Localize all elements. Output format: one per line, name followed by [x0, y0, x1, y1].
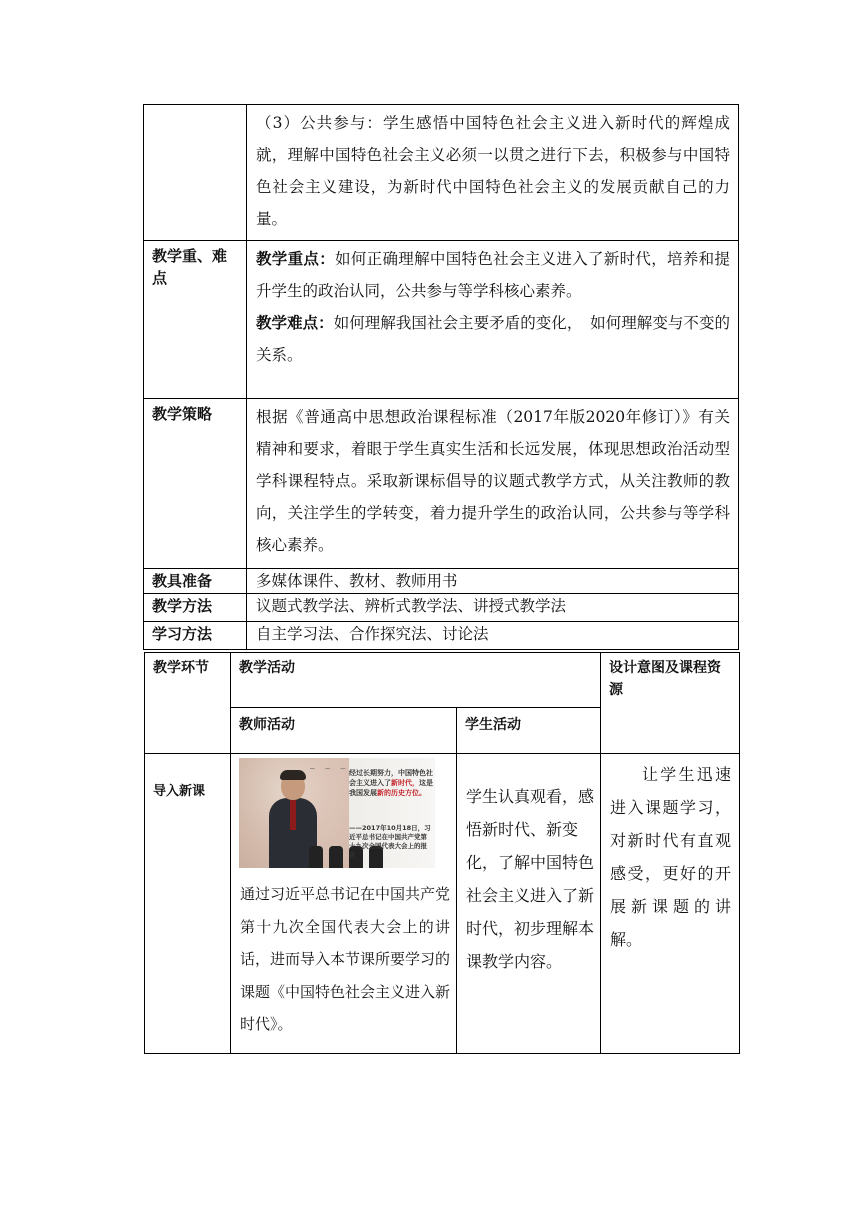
- design-header: 设计意图及课程资源: [609, 660, 721, 698]
- learning-text: 自主学习法、合作探究法、讨论法: [256, 625, 489, 643]
- photo-quote-line2: 这是我国发展: [349, 779, 433, 797]
- table-row: [144, 594, 739, 622]
- teacher-activity-cell: [231, 754, 457, 1054]
- difficult-point-text: 如何理解我国社会主要矛盾的变化， 如何理解变与不变的关系。: [256, 314, 730, 364]
- intro-stage-label: 导入新课: [153, 784, 206, 799]
- table-row: [145, 754, 740, 1054]
- photo-quote-red: 新时代，: [391, 779, 419, 787]
- strategy-label-cell: [144, 399, 247, 569]
- tools-cell: [247, 569, 739, 594]
- learning-cell: [247, 622, 739, 650]
- birds-decoration: ~ ~ ~: [309, 764, 350, 773]
- photo-quote-red2: 新的历史方位。: [377, 789, 426, 797]
- methods-cell: [247, 594, 739, 622]
- key-points-cell: [247, 241, 739, 399]
- speaker-hair: [280, 770, 306, 780]
- key-point-label: 教学重点：: [256, 250, 336, 268]
- teacher-header-cell: [231, 708, 457, 754]
- speech-photo: [239, 758, 435, 868]
- teaching-process-table: [144, 652, 740, 1054]
- participation-text: （3）公共参与：学生感悟中国特色社会主义进入新时代的辉煌成就，理解中国特色社会主义必须一以贯之进行下去，积极参与中国特色社会主义建设，为新时代中国特色社会主义的发展贡献自己的力量。: [256, 114, 730, 228]
- table-row: [144, 622, 739, 650]
- table-row: [144, 569, 739, 594]
- teacher-activity-text: 通过习近平总书记在中国共产党第十九次全国代表大会上的讲话，进而导入本节课所要学习的课题《中国特色社会主义进入新时代》。: [240, 885, 451, 1033]
- key-points-content: [247, 241, 738, 371]
- student-header: 学生活动: [465, 717, 521, 733]
- photo-source: ——2017年10月18日，习近平总书记在中国共产党第十九次全国代表大会上的报告: [349, 824, 431, 859]
- participation-cell: [247, 105, 739, 241]
- difficult-point-label: 教学难点：: [256, 314, 334, 332]
- empty-label-cell: [144, 105, 247, 241]
- microphone: [329, 846, 343, 868]
- strategy-text: 根据《普通高中思想政治课程标准（2017年版2020年修订）》有关精神和要求，着眼于学生真实生活和长远发展，体现思想政治活动型学科课程特点。采取新课标倡导的议题式教学方式，从关注教师的教向，关注学生的学转变，着力提升学生的政治认同，公共参与等学科核心素养。: [256, 408, 730, 554]
- tools-label-cell: [144, 569, 247, 594]
- difficult-point-paragraph: [256, 307, 730, 371]
- design-header-cell: [601, 653, 740, 754]
- methods-text: 议题式教学法、辨析式教学法、讲授式教学法: [256, 597, 567, 615]
- methods-label: 教学方法: [152, 597, 213, 615]
- strategy-label: 教学策略: [152, 405, 213, 423]
- stage-header: 教学环节: [153, 660, 209, 676]
- table-row: [144, 241, 739, 399]
- student-activity-cell: [457, 754, 601, 1054]
- photo-quote-line1: 经过长期努力，中国特色社会主义进入了: [349, 769, 433, 787]
- learning-label-cell: [144, 622, 247, 650]
- key-points-label: 教学重、难点: [152, 247, 228, 287]
- design-intent-cell: [601, 754, 740, 1054]
- table-row: [144, 105, 739, 241]
- activity-header-cell: [231, 653, 601, 708]
- methods-label-cell: [144, 594, 247, 622]
- activity-header: 教学活动: [239, 660, 295, 676]
- learning-label: 学习方法: [152, 625, 213, 643]
- table-row: [144, 399, 739, 569]
- speaker-tie: [290, 800, 296, 830]
- design-intent-text: 让学生迅速进入课题学习，对新时代有直观感受，更好的开展新课题的讲解。: [610, 765, 731, 949]
- table-row: [145, 653, 740, 708]
- strategy-cell: [247, 399, 739, 569]
- teacher-header: 教师活动: [239, 717, 295, 733]
- key-point-text: 如何正确理解中国特色社会主义进入了新时代，培养和提升学生的政治认同，公共参与等学科核心素养。: [256, 250, 730, 300]
- intro-stage-cell: [145, 754, 231, 1054]
- microphone: [309, 846, 323, 868]
- student-header-cell: [457, 708, 601, 754]
- photo-quote: [349, 768, 433, 798]
- student-activity-text: 学生认真观看，感悟新时代、新变化，了解中国特色社会主义进入了新时代，初步理解本课教学内容。: [466, 787, 595, 971]
- lesson-info-table: [143, 104, 739, 650]
- key-points-label-cell: [144, 241, 247, 399]
- key-point-paragraph: [256, 243, 730, 307]
- stage-header-cell: [145, 653, 231, 754]
- tools-text: 多媒体课件、教材、教师用书: [256, 572, 458, 590]
- tools-label: 教具准备: [152, 572, 213, 590]
